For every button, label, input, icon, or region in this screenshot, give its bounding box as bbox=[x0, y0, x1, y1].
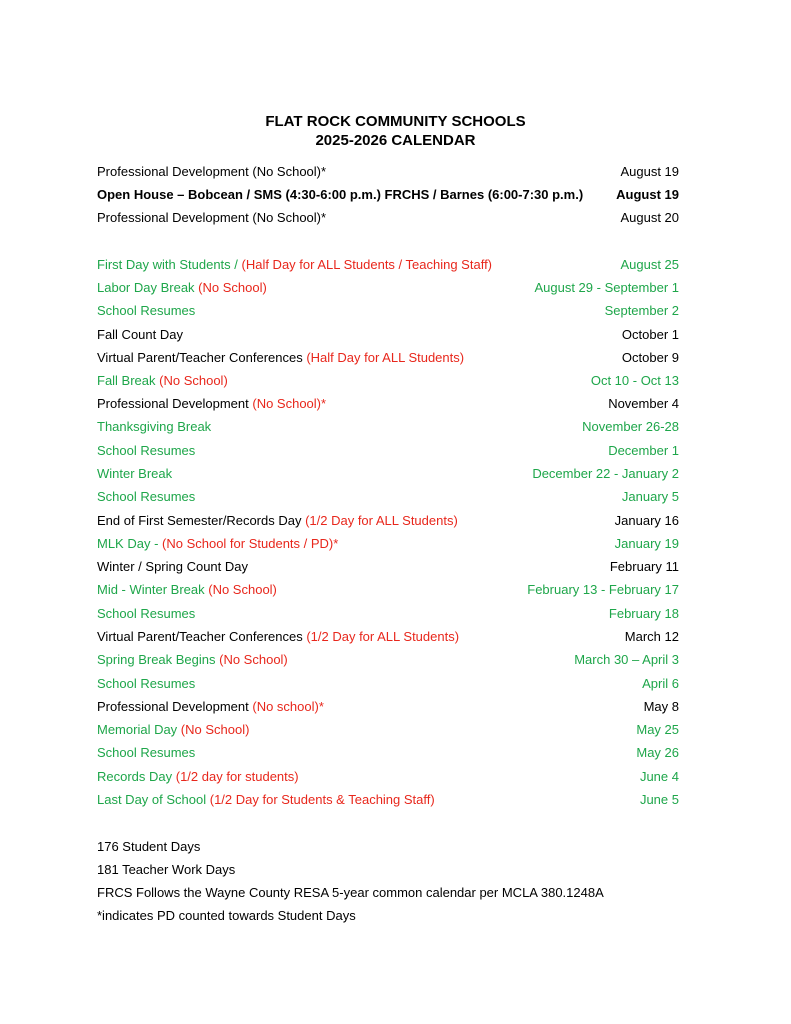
event-row bbox=[97, 255, 679, 275]
event-label: Virtual Parent/Teacher Conferences (1/2 Day for ALL Students) bbox=[97, 629, 460, 644]
event-date: August 19 bbox=[616, 187, 679, 202]
event-row bbox=[97, 441, 679, 461]
event-row bbox=[97, 348, 679, 368]
event-row bbox=[97, 278, 679, 298]
event-label: Professional Development (No School)* bbox=[97, 396, 327, 411]
event-date: January 19 bbox=[614, 536, 679, 551]
event-label: Professional Development (No School)* bbox=[97, 164, 327, 179]
event-row bbox=[97, 208, 679, 228]
event-row bbox=[97, 371, 679, 391]
event-label: Labor Day Break (No School) bbox=[97, 280, 267, 295]
event-row bbox=[97, 767, 679, 787]
event-row bbox=[97, 534, 679, 554]
event-date: November 4 bbox=[608, 396, 679, 411]
event-date: February 11 bbox=[609, 559, 679, 574]
teacher-days-count: 181 Teacher Work Days bbox=[97, 862, 236, 877]
event-label: Winter / Spring Count Day bbox=[97, 559, 249, 574]
event-date: September 2 bbox=[604, 303, 679, 318]
event-date: April 6 bbox=[642, 676, 679, 691]
event-row bbox=[97, 394, 679, 414]
event-label: Memorial Day (No School) bbox=[97, 722, 250, 737]
event-date: October 9 bbox=[621, 350, 679, 365]
event-date: December 22 - January 2 bbox=[532, 466, 679, 481]
event-date: January 16 bbox=[614, 513, 679, 528]
event-label: MLK Day - (No School for Students / PD)* bbox=[97, 536, 339, 551]
event-date: May 25 bbox=[636, 722, 679, 737]
event-label: Spring Break Begins (No School) bbox=[97, 652, 288, 667]
event-label: School Resumes bbox=[97, 745, 196, 760]
event-row bbox=[97, 604, 679, 624]
event-label: School Resumes bbox=[97, 676, 196, 691]
event-date: March 30 – April 3 bbox=[574, 652, 679, 667]
event-label: Winter Break bbox=[97, 466, 173, 481]
event-label: School Resumes bbox=[97, 443, 196, 458]
event-row bbox=[97, 487, 679, 507]
pd-footnote: *indicates PD counted towards Student Days bbox=[97, 908, 356, 923]
event-row bbox=[97, 162, 679, 182]
event-row bbox=[97, 650, 679, 670]
event-date: August 20 bbox=[620, 210, 679, 225]
school-name-title: FLAT ROCK COMMUNITY SCHOOLS bbox=[265, 113, 526, 130]
event-row bbox=[97, 464, 679, 484]
event-row bbox=[97, 557, 679, 577]
event-label: Mid - Winter Break (No School) bbox=[97, 582, 277, 597]
event-date: May 26 bbox=[636, 745, 679, 760]
event-label: Professional Development (No School)* bbox=[97, 210, 327, 225]
event-date: December 1 bbox=[608, 443, 679, 458]
event-date: June 5 bbox=[639, 792, 679, 807]
event-row bbox=[97, 743, 679, 763]
event-date: March 12 bbox=[624, 629, 679, 644]
event-row bbox=[97, 301, 679, 321]
event-label: Records Day (1/2 day for students) bbox=[97, 769, 299, 784]
event-date: August 25 bbox=[620, 257, 679, 272]
event-row bbox=[97, 674, 679, 694]
event-row bbox=[97, 325, 679, 345]
resa-calendar-note: FRCS Follows the Wayne County RESA 5-year common calendar per MCLA 380.1248A bbox=[97, 885, 604, 900]
event-row bbox=[97, 417, 679, 437]
event-date: February 13 - February 17 bbox=[527, 582, 679, 597]
event-date: August 19 bbox=[620, 164, 679, 179]
event-label: Thanksgiving Break bbox=[97, 419, 212, 434]
event-label: Professional Development (No school)* bbox=[97, 699, 324, 714]
event-date: Oct 10 - Oct 13 bbox=[590, 373, 679, 388]
event-row bbox=[97, 627, 679, 647]
event-date: February 18 bbox=[608, 606, 679, 621]
event-date: November 26-28 bbox=[582, 419, 679, 434]
event-date: January 5 bbox=[621, 489, 679, 504]
event-date: October 1 bbox=[621, 327, 679, 342]
event-label: Open House – Bobcean / SMS (4:30-6:00 p.m.) FRCHS / Barnes (6:00-7:30 p.m.) bbox=[97, 187, 584, 202]
event-date: August 29 - September 1 bbox=[534, 280, 679, 295]
event-label: Fall Count Day bbox=[97, 327, 183, 342]
event-label: Last Day of School (1/2 Day for Students & Teaching Staff) bbox=[97, 792, 435, 807]
event-label: First Day with Students / (Half Day for ALL Students / Teaching Staff) bbox=[97, 257, 493, 272]
event-label: School Resumes bbox=[97, 606, 196, 621]
event-row bbox=[97, 697, 679, 717]
event-label: School Resumes bbox=[97, 489, 196, 504]
event-row bbox=[97, 790, 679, 810]
event-date: May 8 bbox=[643, 699, 679, 714]
event-date: June 4 bbox=[639, 769, 679, 784]
student-days-count: 176 Student Days bbox=[97, 839, 201, 854]
event-label: End of First Semester/Records Day (1/2 Day for ALL Students) bbox=[97, 513, 458, 528]
event-row bbox=[97, 720, 679, 740]
event-label: Virtual Parent/Teacher Conferences (Half Day for ALL Students) bbox=[97, 350, 465, 365]
event-row bbox=[97, 511, 679, 531]
event-row bbox=[97, 185, 679, 205]
calendar-year-title: 2025-2026 CALENDAR bbox=[315, 132, 476, 149]
event-label: School Resumes bbox=[97, 303, 196, 318]
event-label: Fall Break (No School) bbox=[97, 373, 228, 388]
event-row bbox=[97, 580, 679, 600]
